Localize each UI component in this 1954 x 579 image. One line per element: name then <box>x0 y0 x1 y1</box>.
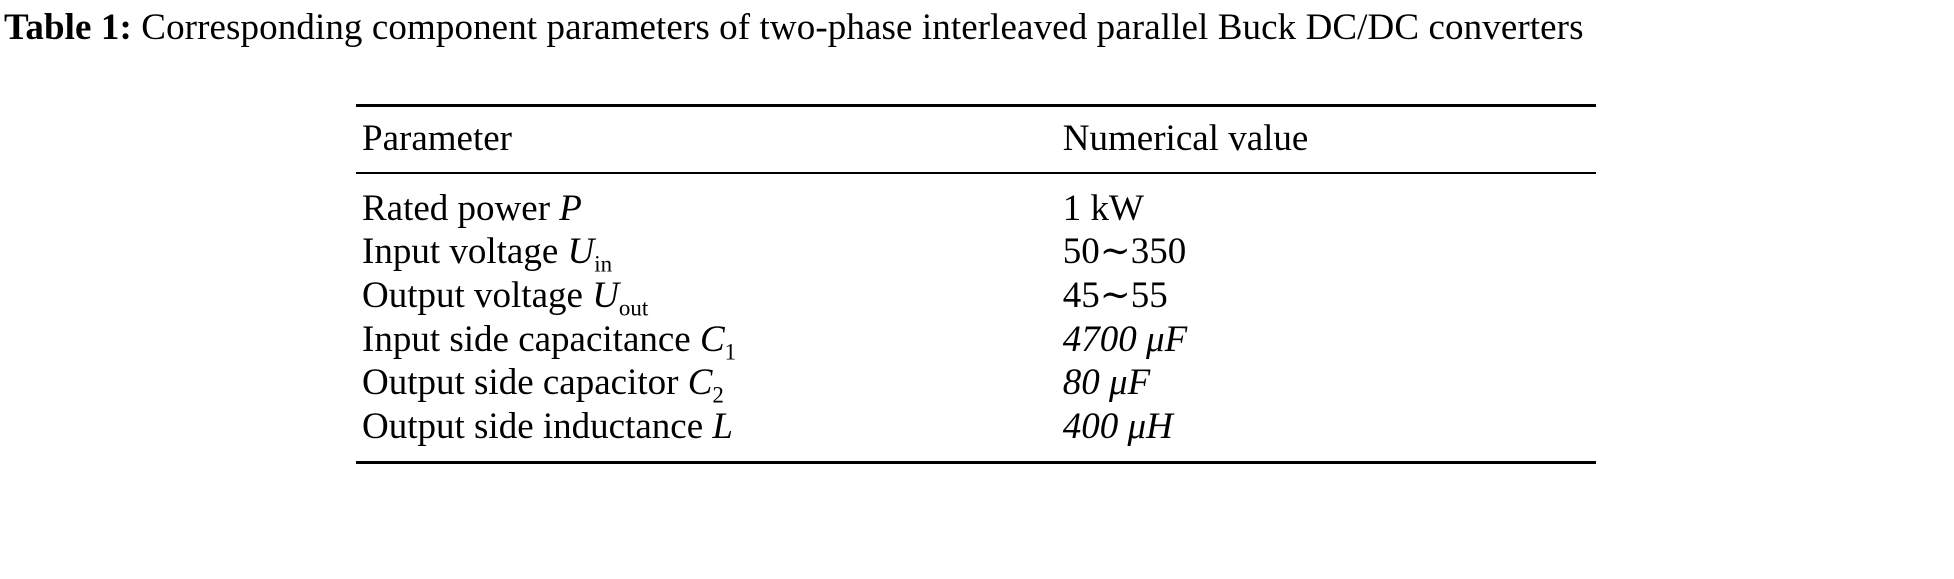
parameter-symbol: U <box>592 274 619 316</box>
parameters-table <box>356 104 1596 464</box>
parameter-subscript: out <box>618 295 649 321</box>
parameter-text: Rated power <box>362 187 560 229</box>
parameter-text: Input voltage <box>362 231 568 273</box>
cell-parameter <box>356 173 1063 231</box>
value-text: 50∼350 <box>1062 231 1187 273</box>
parameter-symbol: U <box>567 231 595 273</box>
parameter-symbol: C <box>687 362 713 404</box>
table-row <box>356 405 1596 462</box>
parameter-symbol: L <box>712 405 733 447</box>
cell-parameter <box>356 361 1063 408</box>
parameter-text: Output side inductance <box>362 405 713 447</box>
parameter-text: Output voltage <box>362 274 593 316</box>
table-caption-label: Table 1: <box>4 7 132 48</box>
value-text: 4700 μF <box>1062 318 1188 360</box>
cell-parameter <box>356 405 1063 462</box>
parameter-text: Output side capacitor <box>362 362 688 404</box>
cell-value <box>1063 405 1596 462</box>
parameter-subscript: 2 <box>712 382 724 408</box>
value-text: 80 μF <box>1062 362 1151 404</box>
table-row <box>356 318 1596 362</box>
table-row <box>356 173 1596 231</box>
column-header-parameter: Parameter <box>362 118 512 159</box>
table-row <box>356 361 1596 405</box>
table-caption-text: Corresponding component parameters of two-phase interleaved parallel Buck DC/DC converters <box>141 7 1584 48</box>
value-text: 1 kW <box>1062 187 1144 229</box>
cell-value <box>1063 318 1596 362</box>
value-text: 45∼55 <box>1062 274 1168 316</box>
table-row <box>356 274 1596 318</box>
cell-value <box>1063 173 1596 231</box>
cell-parameter <box>356 230 1063 277</box>
cell-parameter <box>356 318 1063 365</box>
parameter-subscript: in <box>594 251 613 277</box>
parameter-text: Input side capacitance <box>362 318 700 360</box>
parameter-subscript: 1 <box>724 339 737 365</box>
parameter-symbol: C <box>699 318 725 360</box>
cell-value <box>1063 274 1596 318</box>
parameters-table-wrapper <box>356 104 1596 464</box>
cell-value <box>1063 230 1596 274</box>
column-header-value: Numerical value <box>1062 118 1309 159</box>
table-row <box>356 230 1596 274</box>
table-caption <box>0 0 1954 51</box>
table-header-row <box>356 106 1596 173</box>
parameter-symbol: P <box>559 187 582 229</box>
table-header <box>356 106 1596 173</box>
cell-parameter <box>356 274 1063 321</box>
cell-value <box>1063 361 1596 405</box>
table-body <box>356 173 1596 462</box>
value-text: 400 μH <box>1062 405 1173 447</box>
